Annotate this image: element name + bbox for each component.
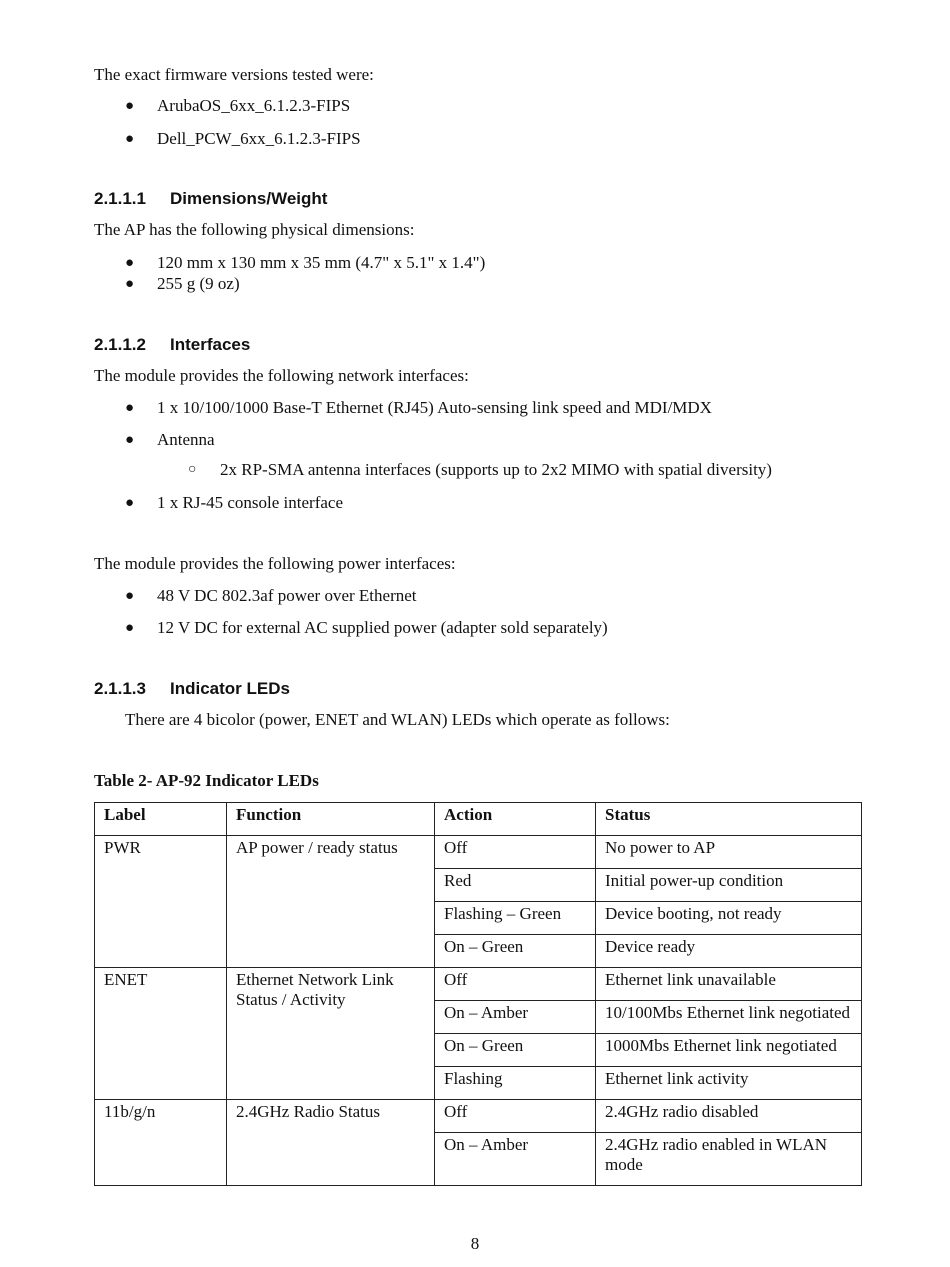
led-action: On – Amber [435,1001,596,1034]
bullet-icon: ● [125,98,135,114]
bullet-icon: ● [125,495,135,511]
section-heading-leds: 2.1.1.3 Indicator LEDs [94,679,290,698]
led-action: Flashing – Green [435,902,596,935]
led-label: PWR [95,836,227,968]
bullet-icon: ● [125,588,135,604]
led-action: On – Green [435,1034,596,1067]
leds-intro: There are 4 bicolor (power, ENET and WLAN) LEDs which operate as follows: [125,710,670,729]
column-header: Label [95,803,227,836]
led-status: Initial power-up condition [596,869,862,902]
led-status: 2.4GHz radio enabled in WLAN mode [596,1133,862,1186]
dimensions-intro: The AP has the following physical dimensions: [94,220,415,239]
led-action: Flashing [435,1067,596,1100]
led-action: On – Green [435,935,596,968]
led-function: 2.4GHz Radio Status [227,1100,435,1186]
table-row [95,1100,862,1133]
led-label: ENET [95,968,227,1100]
led-status: No power to AP [596,836,862,869]
page-number: 8 [470,1234,480,1253]
interfaces-intro: The module provides the following network interfaces: [94,366,469,385]
led-status: 10/100Mbs Ethernet link negotiated [596,1001,862,1034]
table-row [95,836,862,869]
bullet-icon: ● [125,400,135,416]
led-status: Ethernet link unavailable [596,968,862,1001]
firmware-intro: The exact firmware versions tested were: [94,65,374,84]
column-header: Function [227,803,435,836]
led-action: Off [435,968,596,1001]
led-status: 2.4GHz radio disabled [596,1100,862,1133]
led-action: On – Amber [435,1133,596,1186]
led-action: Off [435,836,596,869]
column-header: Status [596,803,862,836]
column-header: Action [435,803,596,836]
led-status: Device booting, not ready [596,902,862,935]
led-action: Red [435,869,596,902]
led-action: Off [435,1100,596,1133]
table-row [95,968,862,1001]
led-status: 1000Mbs Ethernet link negotiated [596,1034,862,1067]
bullet-icon: ● [125,255,135,271]
bullet-icon: ● [125,620,135,636]
section-heading-dimensions: 2.1.1.1 Dimensions/Weight [94,189,328,208]
table-header-row [95,803,862,836]
bullet-icon: ● [125,131,135,147]
led-status: Device ready [596,935,862,968]
indicator-leds-table [94,802,862,1186]
led-function: AP power / ready status [227,836,435,968]
bullet-icon: ● [125,276,135,292]
table-caption: Table 2- AP-92 Indicator LEDs [94,771,319,790]
led-status: Ethernet link activity [596,1067,862,1100]
power-intro: The module provides the following power interfaces: [94,554,456,573]
led-label: 11b/g/n [95,1100,227,1186]
circle-bullet-icon: ○ [188,462,197,477]
bullet-icon: ● [125,432,135,448]
section-heading-interfaces: 2.1.1.2 Interfaces [94,335,251,354]
led-function: Ethernet Network Link Status / Activity [227,968,435,1100]
